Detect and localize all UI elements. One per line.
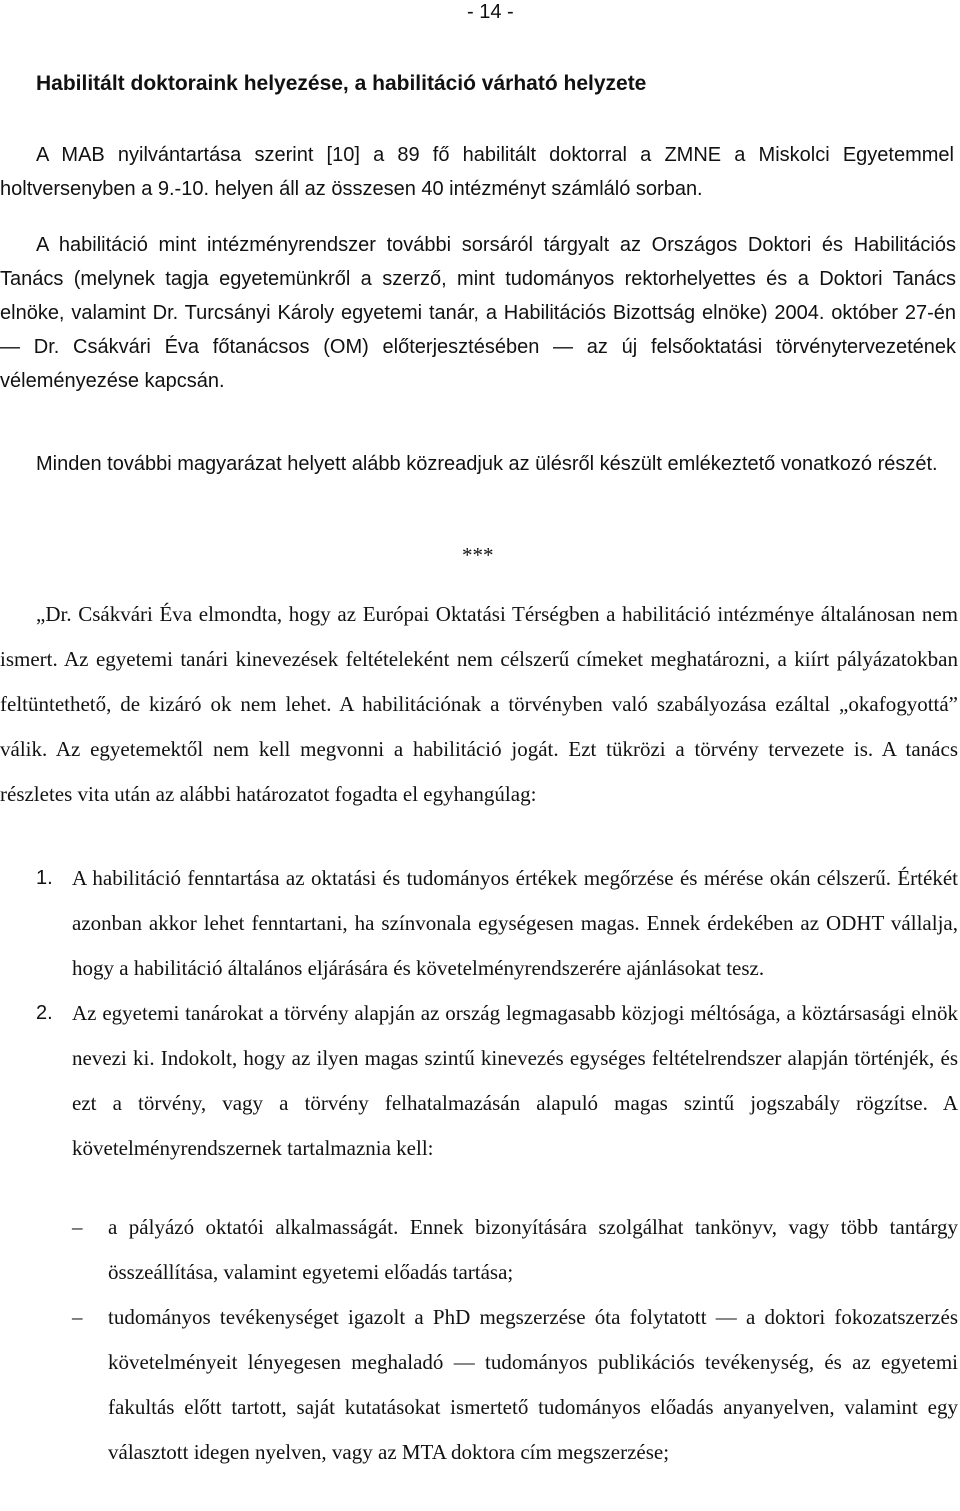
dash-bullet: – <box>72 1215 83 1239</box>
page-number: - 14 - <box>467 1 514 23</box>
list-item-number: 2. <box>36 1002 53 1024</box>
bullet-text: a pályázó oktatói alkalmasságát. Ennek bizonyítására szolgálhat tankönyv, vagy több tantárgy összeállítása, valamint egyetemi előadás tartása; <box>108 1215 958 1284</box>
bullet-text: tudományos tevékenységet igazolt a PhD megszerzése óta folytatott — a doktori fokozatszerzés követelményeit lényegesen meghaladó — tudományos publikációs tevékenység, és az egyetemi fakultás előtt tartott, saját kutatásokat ismertető tudományos előadás anyanyelven, valamint egy választott idegen nyelven, vagy az MTA doktora cím megszerzése; <box>108 1305 958 1464</box>
paragraph-intro-memo: Minden további magyarázat helyett alább közreadjuk az ülésről készült emlékeztető vonatkozó részét. <box>36 453 938 475</box>
list-item-text: Az egyetemi tanárokat a törvény alapján az ország legmagasabb közjogi méltósága, a köztársasági elnök nevezi ki. Indokolt, hogy az ilyen magas szintű kinevezés egységes feltételrendszer alapján történjék, és ezt a törvény, vagy a törvény felhatalmazásán alapuló magas szintű jogszabály rögzítse. A követelményrendszernek tartalmaznia kell: <box>72 1001 958 1160</box>
list-item <box>36 991 958 1171</box>
list-item-number: 1. <box>36 867 53 889</box>
section-title: Habilitált doktoraink helyezése, a habilitáció várható helyzete <box>36 72 647 95</box>
paragraph-quoted-memo: „Dr. Csákvári Éva elmondta, hogy az Európai Oktatási Térségben a habilitáció intézménye általánosan nem ismert. Az egyetemi tanári kinevezések feltételeként nem célszerű címeket meghatározni, a kiírt pályázatokban feltüntethető, de kizáró ok nem lehet. A habilitációnak a törvényben való szabályozása ezáltal „okafogyottá” válik. Az egyetemektől nem kell megvonni a habilitáció jogát. Ezt tükrözi a törvény tervezete is. A tanács részletes vita után az alábbi határozatot fogadta el egyhangúlag: <box>0 602 958 806</box>
paragraph-council-discussion: A habilitáció mint intézményrendszer további sorsáról tárgyalt az Országos Doktori és Habilitációs Tanács (melynek tagja egyetemünkről a szerző, mint tudományos rektorhelyettes és a Doktori Tanács elnöke, valamint Dr. Turcsányi Károly egyetemi tanár, a Habilitációs Bizottság elnöke) 2004. október 27-én — Dr. Csákvári Éva főtanácsos (OM) előterjesztésében — az új felsőoktatási törvénytervezetének véleményezése kapcsán. <box>0 234 956 392</box>
section-separator: *** <box>462 543 494 567</box>
paragraph-mab-ranking: A MAB nyilvántartása szerint [10] a 89 fő habilitált doktorral a ZMNE a Miskolci Egyetemmel holtversenyben a 9.-10. helyen áll az összesen 40 intézményt számláló sorban. <box>0 144 954 200</box>
bullet-item <box>72 1205 958 1295</box>
requirements-list <box>72 1205 958 1475</box>
list-item <box>36 856 958 991</box>
list-item-text: A habilitáció fenntartása az oktatási és tudományos értékek megőrzése és mérése okán célszerű. Értékét azonban akkor lehet fenntartani, ha színvonala egységesen magas. Ennek érdekében az ODHT vállalja, hogy a habilitáció általános eljárására és követelményrendszerére ajánlásokat tesz. <box>72 866 958 980</box>
numbered-list <box>36 856 958 1171</box>
bullet-item <box>72 1295 958 1475</box>
dash-bullet: – <box>72 1305 83 1329</box>
